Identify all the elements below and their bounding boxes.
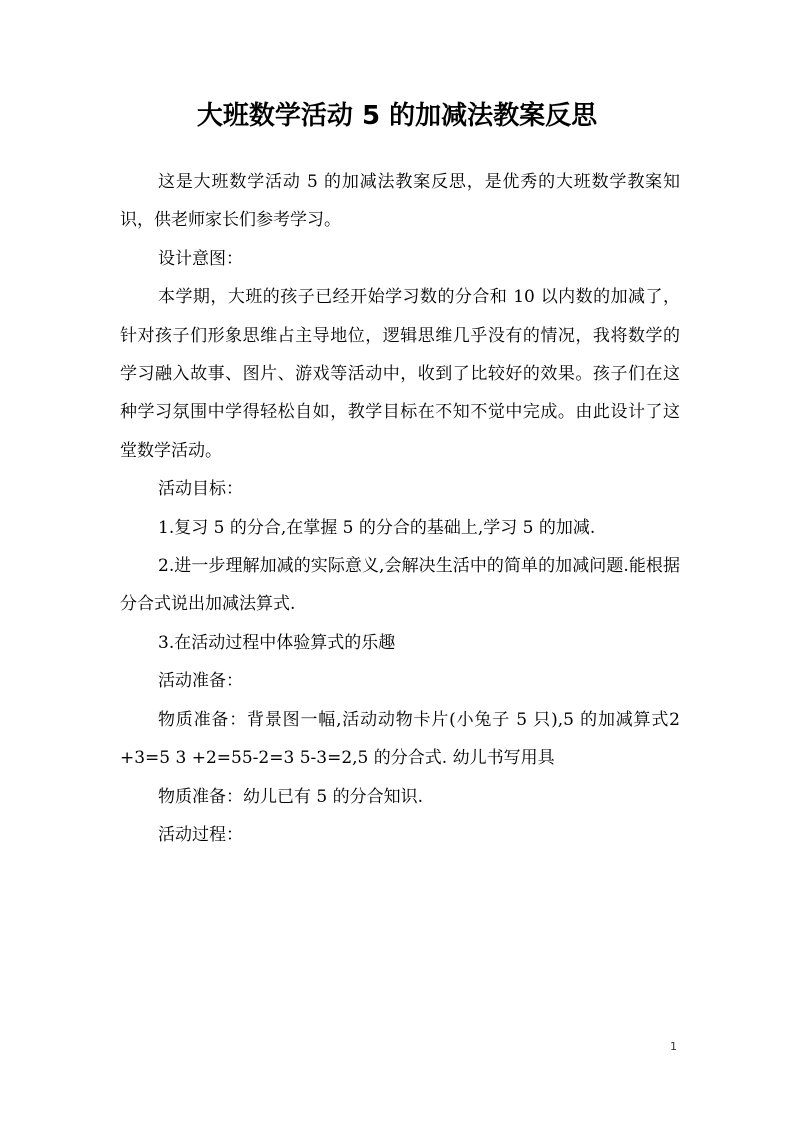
- page-number: 1: [670, 1040, 677, 1053]
- paragraph-process-heading: 活动过程：: [158, 824, 243, 845]
- document-title: 大班数学活动 5 的加减法教案反思: [196, 101, 598, 131]
- paragraph-goals-heading: 活动目标：: [158, 479, 243, 500]
- paragraph-intro: 这是大班数学活动 5 的加减法教案反思，是优秀的大班数学教案知识，供老师家长们参考学习。: [120, 172, 680, 231]
- paragraph-material-preparation: 物质准备：背景图一幅,活动动物卡片(小兔子 5 只),5 的加减算式2 +3=5 3 +2=55-2=3 5-3=2,5 的分合式. 幼儿书写用具: [120, 709, 680, 769]
- paragraph-design-intent-heading: 设计意图：: [158, 248, 243, 269]
- paragraph-goal-3: 3.在活动过程中体验算式的乐趣: [158, 632, 396, 653]
- paragraph-design-intent: 本学期，大班的孩子已经开始学习数的分合和 10 以内数的加减了，针对孩子们形象思维占主导地位，逻辑思维几乎没有的情况，我将数学的学习融入故事、图片、游戏等活动中，收到了比较好的效果。孩子们在这种学习氛围中学得轻松自如，教学目标在不知不觉中完成。由此设计了这堂数学活动。: [120, 287, 680, 461]
- paragraph-preparation-heading: 活动准备：: [158, 671, 243, 692]
- paragraph-knowledge-preparation: 物质准备：幼儿已有 5 的分合知识.: [158, 786, 424, 807]
- paragraph-goal-2: 2.进一步理解加减的实际意义,会解决生活中的简单的加减问题.能根据分合式说出加减法算式.: [120, 556, 680, 615]
- paragraph-goal-1: 1.复习 5 的分合,在掌握 5 的分合的基础上,学习 5 的加减.: [158, 517, 596, 538]
- document-body: [120, 163, 680, 854]
